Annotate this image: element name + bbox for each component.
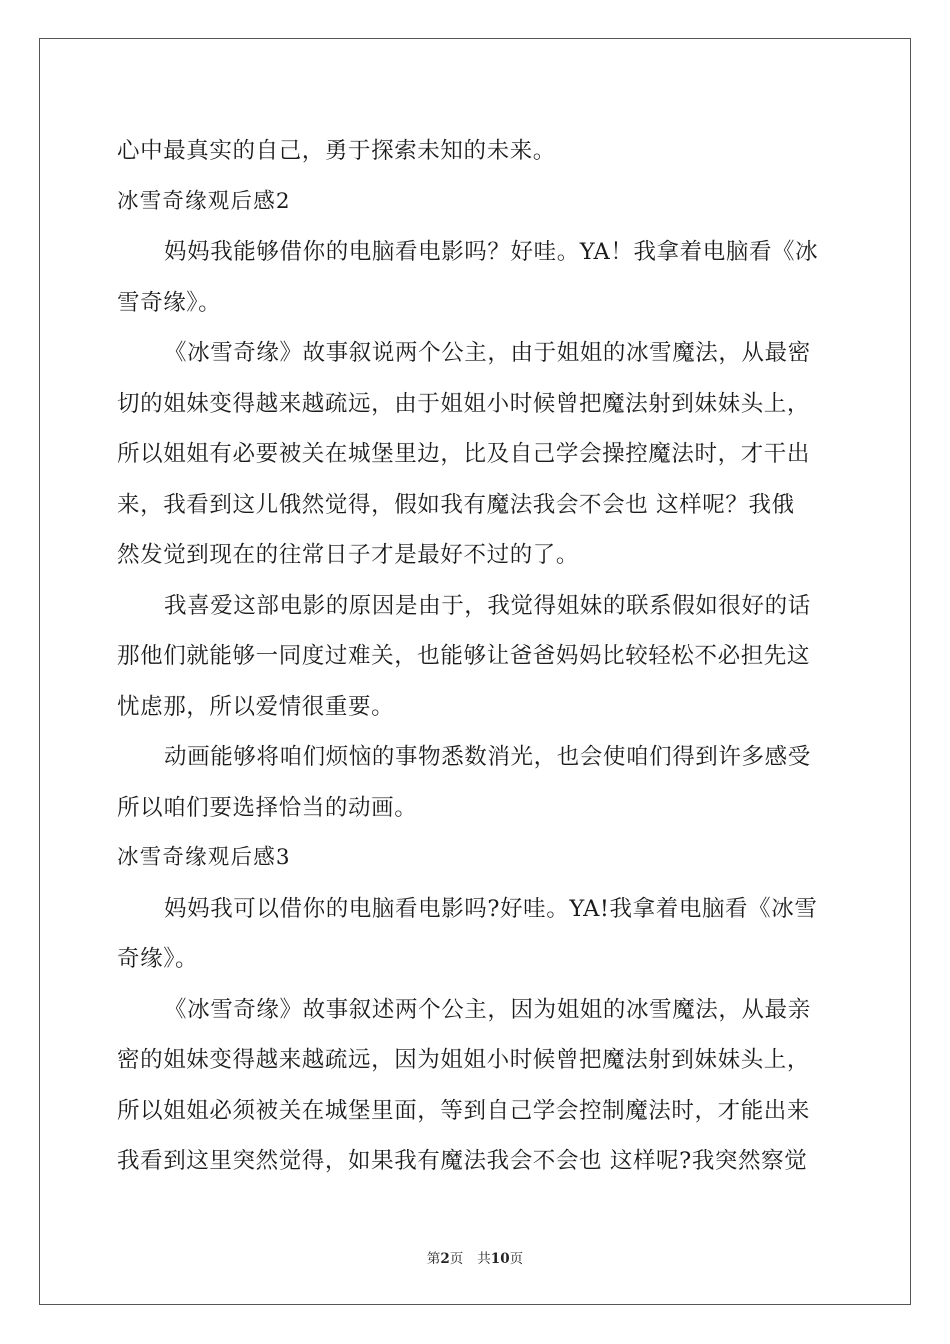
text-line: 雪奇缘》。 <box>117 289 222 316</box>
text-line: 所以姐姐有必要被关在城堡里边，比及自己学会操控魔法时，才干出 <box>117 441 811 467</box>
text-line: 那他们就能够一同度过难关，也能够让爸爸妈妈比较轻松不必担先这 <box>117 643 811 669</box>
text-line: 奇缘》。 <box>117 946 199 972</box>
paragraph-start-line: 《冰雪奇缘》故事叙说两个公主，由于姐姐的冰雪魔法，从最密 <box>164 340 811 366</box>
section-heading: 冰雪奇缘观后感3 <box>117 845 291 870</box>
text-line: 心中最真实的自己，勇于探索未知的未来。 <box>117 138 556 164</box>
total-prefix: 共 <box>477 1251 491 1267</box>
text-line: 所以姐姐必须被关在城堡里面，等到自己学会控制魔法时，才能出来 <box>117 1097 811 1124</box>
paragraph-start-line: 《冰雪奇缘》故事叙述两个公主，因为姐姐的冰雪魔法，从最亲 <box>164 996 811 1023</box>
text-line: 然发觉到现在的往常日子才是最好不过的了。 <box>117 542 580 568</box>
total-pages: 10 <box>490 1251 510 1267</box>
paragraph-start-line: 妈妈我能够借你的电脑看电影吗？好哇。YA！我拿着电脑看《冰 <box>164 239 819 265</box>
document-body <box>117 126 837 1187</box>
page-prefix: 第 <box>426 1251 441 1267</box>
page-footer <box>0 1247 950 1267</box>
text-line: 我看到这里突然觉得，如果我有魔法我会不会也 这样呢?我突然察觉 <box>117 1148 808 1174</box>
paragraph-start-line: 妈妈我可以借你的电脑看电影吗?好哇。YA!我拿着电脑看《冰雪 <box>164 895 818 922</box>
text-line: 密的姐妹变得越来越疏远，因为姐姐小时候曾把魔法射到妹妹头上， <box>117 1047 811 1073</box>
text-line: 忧虑那，所以爱情很重要。 <box>117 693 395 720</box>
total-suffix: 页 <box>509 1251 524 1267</box>
paragraph-start-line: 我喜爱这部电影的原因是由于，我觉得姐妹的联系假如很好的话 <box>164 592 811 619</box>
paragraph-start-line: 动画能够将咱们烦恼的事物悉数消光，也会使咱们得到许多感受 <box>164 744 811 770</box>
text-line: 所以咱们要选择恰当的动画。 <box>117 794 418 821</box>
text-line: 来，我看到这儿俄然觉得，假如我有魔法我会不会也 这样呢？我俄 <box>117 491 795 518</box>
page-number: 2 <box>440 1251 450 1267</box>
text-line: 切的姐妹变得越来越疏远，由于姐姐小时候曾把魔法射到妹妹头上， <box>117 390 811 417</box>
page-suffix: 页 <box>449 1251 464 1267</box>
section-heading: 冰雪奇缘观后感2 <box>117 188 291 214</box>
